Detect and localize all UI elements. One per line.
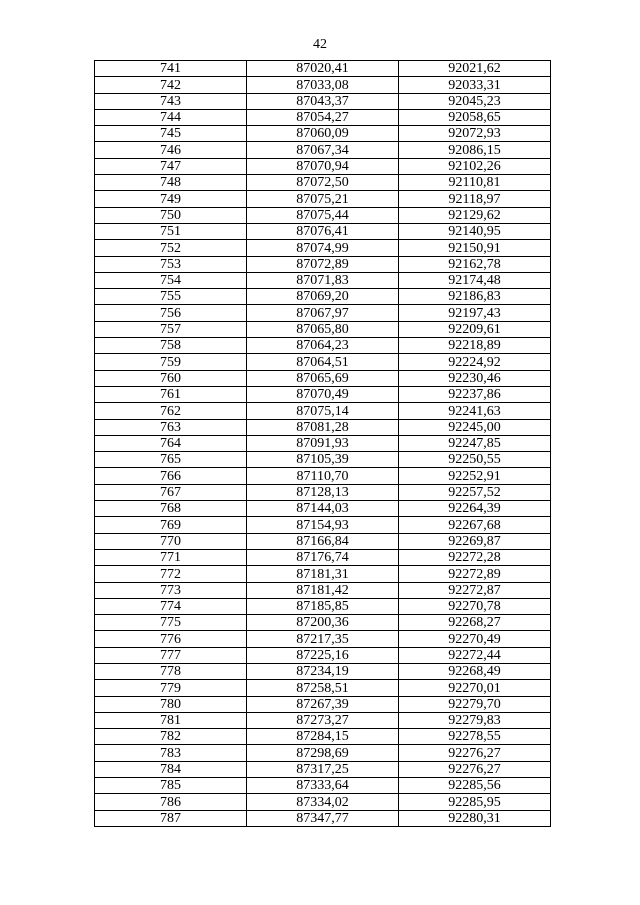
x-coordinate-cell: 87176,74: [247, 549, 399, 565]
y-coordinate-cell: 92110,81: [399, 175, 551, 191]
x-coordinate-cell: 87070,49: [247, 386, 399, 402]
y-coordinate-cell: 92250,55: [399, 452, 551, 468]
point-number-cell: 748: [95, 175, 247, 191]
point-number-cell: 765: [95, 452, 247, 468]
x-coordinate-cell: 87069,20: [247, 289, 399, 305]
table-row: [95, 419, 551, 435]
point-number-cell: 753: [95, 256, 247, 272]
x-coordinate-cell: 87071,83: [247, 272, 399, 288]
y-coordinate-cell: 92276,27: [399, 745, 551, 761]
table-row: [95, 631, 551, 647]
x-coordinate-cell: 87284,15: [247, 729, 399, 745]
table-row: [95, 93, 551, 109]
point-number-cell: 749: [95, 191, 247, 207]
table-row: [95, 240, 551, 256]
x-coordinate-cell: 87166,84: [247, 533, 399, 549]
x-coordinate-cell: 87076,41: [247, 223, 399, 239]
x-coordinate-cell: 87067,34: [247, 142, 399, 158]
table-row: [95, 272, 551, 288]
table-row: [95, 305, 551, 321]
table-row: [95, 484, 551, 500]
y-coordinate-cell: 92140,95: [399, 223, 551, 239]
y-coordinate-cell: 92174,48: [399, 272, 551, 288]
y-coordinate-cell: 92268,49: [399, 663, 551, 679]
y-coordinate-cell: 92272,28: [399, 549, 551, 565]
x-coordinate-cell: 87060,09: [247, 126, 399, 142]
table-row: [95, 321, 551, 337]
x-coordinate-cell: 87065,69: [247, 370, 399, 386]
table-row: [95, 289, 551, 305]
table-row: [95, 794, 551, 810]
point-number-cell: 775: [95, 615, 247, 631]
y-coordinate-cell: 92285,95: [399, 794, 551, 810]
table-row: [95, 191, 551, 207]
point-number-cell: 764: [95, 435, 247, 451]
point-number-cell: 780: [95, 696, 247, 712]
y-coordinate-cell: 92086,15: [399, 142, 551, 158]
x-coordinate-cell: 87144,03: [247, 501, 399, 517]
y-coordinate-cell: 92279,70: [399, 696, 551, 712]
y-coordinate-cell: 92230,46: [399, 370, 551, 386]
table-row: [95, 370, 551, 386]
point-number-cell: 743: [95, 93, 247, 109]
table-row: [95, 386, 551, 402]
y-coordinate-cell: 92279,83: [399, 712, 551, 728]
x-coordinate-cell: 87334,02: [247, 794, 399, 810]
point-number-cell: 770: [95, 533, 247, 549]
x-coordinate-cell: 87075,21: [247, 191, 399, 207]
x-coordinate-cell: 87181,42: [247, 582, 399, 598]
table-row: [95, 745, 551, 761]
x-coordinate-cell: 87110,70: [247, 468, 399, 484]
x-coordinate-cell: 87054,27: [247, 109, 399, 125]
table-row: [95, 435, 551, 451]
x-coordinate-cell: 87333,64: [247, 778, 399, 794]
x-coordinate-cell: 87091,93: [247, 435, 399, 451]
table-row: [95, 533, 551, 549]
point-number-cell: 772: [95, 566, 247, 582]
x-coordinate-cell: 87154,93: [247, 517, 399, 533]
table-row: [95, 403, 551, 419]
point-number-cell: 751: [95, 223, 247, 239]
y-coordinate-cell: 92045,23: [399, 93, 551, 109]
table-row: [95, 338, 551, 354]
x-coordinate-cell: 87033,08: [247, 77, 399, 93]
x-coordinate-cell: 87128,13: [247, 484, 399, 500]
x-coordinate-cell: 87105,39: [247, 452, 399, 468]
point-number-cell: 754: [95, 272, 247, 288]
point-number-cell: 769: [95, 517, 247, 533]
table-row: [95, 223, 551, 239]
table-row: [95, 61, 551, 77]
table-row: [95, 761, 551, 777]
y-coordinate-cell: 92058,65: [399, 109, 551, 125]
y-coordinate-cell: 92272,44: [399, 647, 551, 663]
y-coordinate-cell: 92224,92: [399, 354, 551, 370]
x-coordinate-cell: 87217,35: [247, 631, 399, 647]
y-coordinate-cell: 92272,87: [399, 582, 551, 598]
x-coordinate-cell: 87081,28: [247, 419, 399, 435]
point-number-cell: 768: [95, 501, 247, 517]
table-row: [95, 256, 551, 272]
point-number-cell: 755: [95, 289, 247, 305]
point-number-cell: 767: [95, 484, 247, 500]
table-row: [95, 126, 551, 142]
point-number-cell: 784: [95, 761, 247, 777]
table-row: [95, 647, 551, 663]
point-number-cell: 760: [95, 370, 247, 386]
table-row: [95, 680, 551, 696]
y-coordinate-cell: 92247,85: [399, 435, 551, 451]
coordinates-table: [94, 60, 551, 827]
point-number-cell: 766: [95, 468, 247, 484]
point-number-cell: 750: [95, 207, 247, 223]
point-number-cell: 756: [95, 305, 247, 321]
x-coordinate-cell: 87064,23: [247, 338, 399, 354]
table-row: [95, 582, 551, 598]
x-coordinate-cell: 87065,80: [247, 321, 399, 337]
table-row: [95, 615, 551, 631]
point-number-cell: 745: [95, 126, 247, 142]
y-coordinate-cell: 92278,55: [399, 729, 551, 745]
y-coordinate-cell: 92162,78: [399, 256, 551, 272]
x-coordinate-cell: 87072,50: [247, 175, 399, 191]
y-coordinate-cell: 92021,62: [399, 61, 551, 77]
y-coordinate-cell: 92270,49: [399, 631, 551, 647]
point-number-cell: 787: [95, 810, 247, 826]
table-row: [95, 207, 551, 223]
x-coordinate-cell: 87072,89: [247, 256, 399, 272]
point-number-cell: 761: [95, 386, 247, 402]
x-coordinate-cell: 87181,31: [247, 566, 399, 582]
point-number-cell: 776: [95, 631, 247, 647]
table-row: [95, 663, 551, 679]
point-number-cell: 758: [95, 338, 247, 354]
point-number-cell: 782: [95, 729, 247, 745]
point-number-cell: 771: [95, 549, 247, 565]
point-number-cell: 777: [95, 647, 247, 663]
table-row: [95, 77, 551, 93]
y-coordinate-cell: 92033,31: [399, 77, 551, 93]
y-coordinate-cell: 92245,00: [399, 419, 551, 435]
page-number: 42: [313, 37, 327, 52]
y-coordinate-cell: 92268,27: [399, 615, 551, 631]
x-coordinate-cell: 87234,19: [247, 663, 399, 679]
y-coordinate-cell: 92150,91: [399, 240, 551, 256]
y-coordinate-cell: 92285,56: [399, 778, 551, 794]
table-row: [95, 142, 551, 158]
y-coordinate-cell: 92218,89: [399, 338, 551, 354]
x-coordinate-cell: 87074,99: [247, 240, 399, 256]
point-number-cell: 779: [95, 680, 247, 696]
point-number-cell: 757: [95, 321, 247, 337]
y-coordinate-cell: 92197,43: [399, 305, 551, 321]
table-row: [95, 158, 551, 174]
point-number-cell: 752: [95, 240, 247, 256]
table-row: [95, 109, 551, 125]
table-row: [95, 712, 551, 728]
table-row: [95, 501, 551, 517]
table-row: [95, 729, 551, 745]
point-number-cell: 786: [95, 794, 247, 810]
point-number-cell: 744: [95, 109, 247, 125]
point-number-cell: 774: [95, 598, 247, 614]
table-row: [95, 810, 551, 826]
x-coordinate-cell: 87317,25: [247, 761, 399, 777]
y-coordinate-cell: 92280,31: [399, 810, 551, 826]
table-row: [95, 175, 551, 191]
y-coordinate-cell: 92209,61: [399, 321, 551, 337]
x-coordinate-cell: 87185,85: [247, 598, 399, 614]
x-coordinate-cell: 87075,14: [247, 403, 399, 419]
point-number-cell: 783: [95, 745, 247, 761]
point-number-cell: 781: [95, 712, 247, 728]
x-coordinate-cell: 87225,16: [247, 647, 399, 663]
y-coordinate-cell: 92264,39: [399, 501, 551, 517]
y-coordinate-cell: 92270,78: [399, 598, 551, 614]
table-row: [95, 517, 551, 533]
y-coordinate-cell: 92072,93: [399, 126, 551, 142]
point-number-cell: 762: [95, 403, 247, 419]
x-coordinate-cell: 87075,44: [247, 207, 399, 223]
x-coordinate-cell: 87043,37: [247, 93, 399, 109]
y-coordinate-cell: 92269,87: [399, 533, 551, 549]
y-coordinate-cell: 92186,83: [399, 289, 551, 305]
x-coordinate-cell: 87064,51: [247, 354, 399, 370]
point-number-cell: 759: [95, 354, 247, 370]
y-coordinate-cell: 92272,89: [399, 566, 551, 582]
table-row: [95, 778, 551, 794]
point-number-cell: 746: [95, 142, 247, 158]
y-coordinate-cell: 92267,68: [399, 517, 551, 533]
y-coordinate-cell: 92270,01: [399, 680, 551, 696]
y-coordinate-cell: 92118,97: [399, 191, 551, 207]
x-coordinate-cell: 87267,39: [247, 696, 399, 712]
x-coordinate-cell: 87070,94: [247, 158, 399, 174]
x-coordinate-cell: 87200,36: [247, 615, 399, 631]
table-row: [95, 468, 551, 484]
point-number-cell: 747: [95, 158, 247, 174]
table-row: [95, 452, 551, 468]
x-coordinate-cell: 87273,27: [247, 712, 399, 728]
y-coordinate-cell: 92241,63: [399, 403, 551, 419]
point-number-cell: 773: [95, 582, 247, 598]
y-coordinate-cell: 92129,62: [399, 207, 551, 223]
table-row: [95, 549, 551, 565]
table-row: [95, 566, 551, 582]
x-coordinate-cell: 87258,51: [247, 680, 399, 696]
table-row: [95, 696, 551, 712]
y-coordinate-cell: 92252,91: [399, 468, 551, 484]
x-coordinate-cell: 87020,41: [247, 61, 399, 77]
table-row: [95, 354, 551, 370]
x-coordinate-cell: 87298,69: [247, 745, 399, 761]
x-coordinate-cell: 87347,77: [247, 810, 399, 826]
point-number-cell: 778: [95, 663, 247, 679]
point-number-cell: 763: [95, 419, 247, 435]
point-number-cell: 742: [95, 77, 247, 93]
point-number-cell: 785: [95, 778, 247, 794]
y-coordinate-cell: 92102,26: [399, 158, 551, 174]
y-coordinate-cell: 92276,27: [399, 761, 551, 777]
coordinates-table-body: [95, 61, 551, 827]
table-row: [95, 598, 551, 614]
y-coordinate-cell: 92257,52: [399, 484, 551, 500]
y-coordinate-cell: 92237,86: [399, 386, 551, 402]
x-coordinate-cell: 87067,97: [247, 305, 399, 321]
point-number-cell: 741: [95, 61, 247, 77]
